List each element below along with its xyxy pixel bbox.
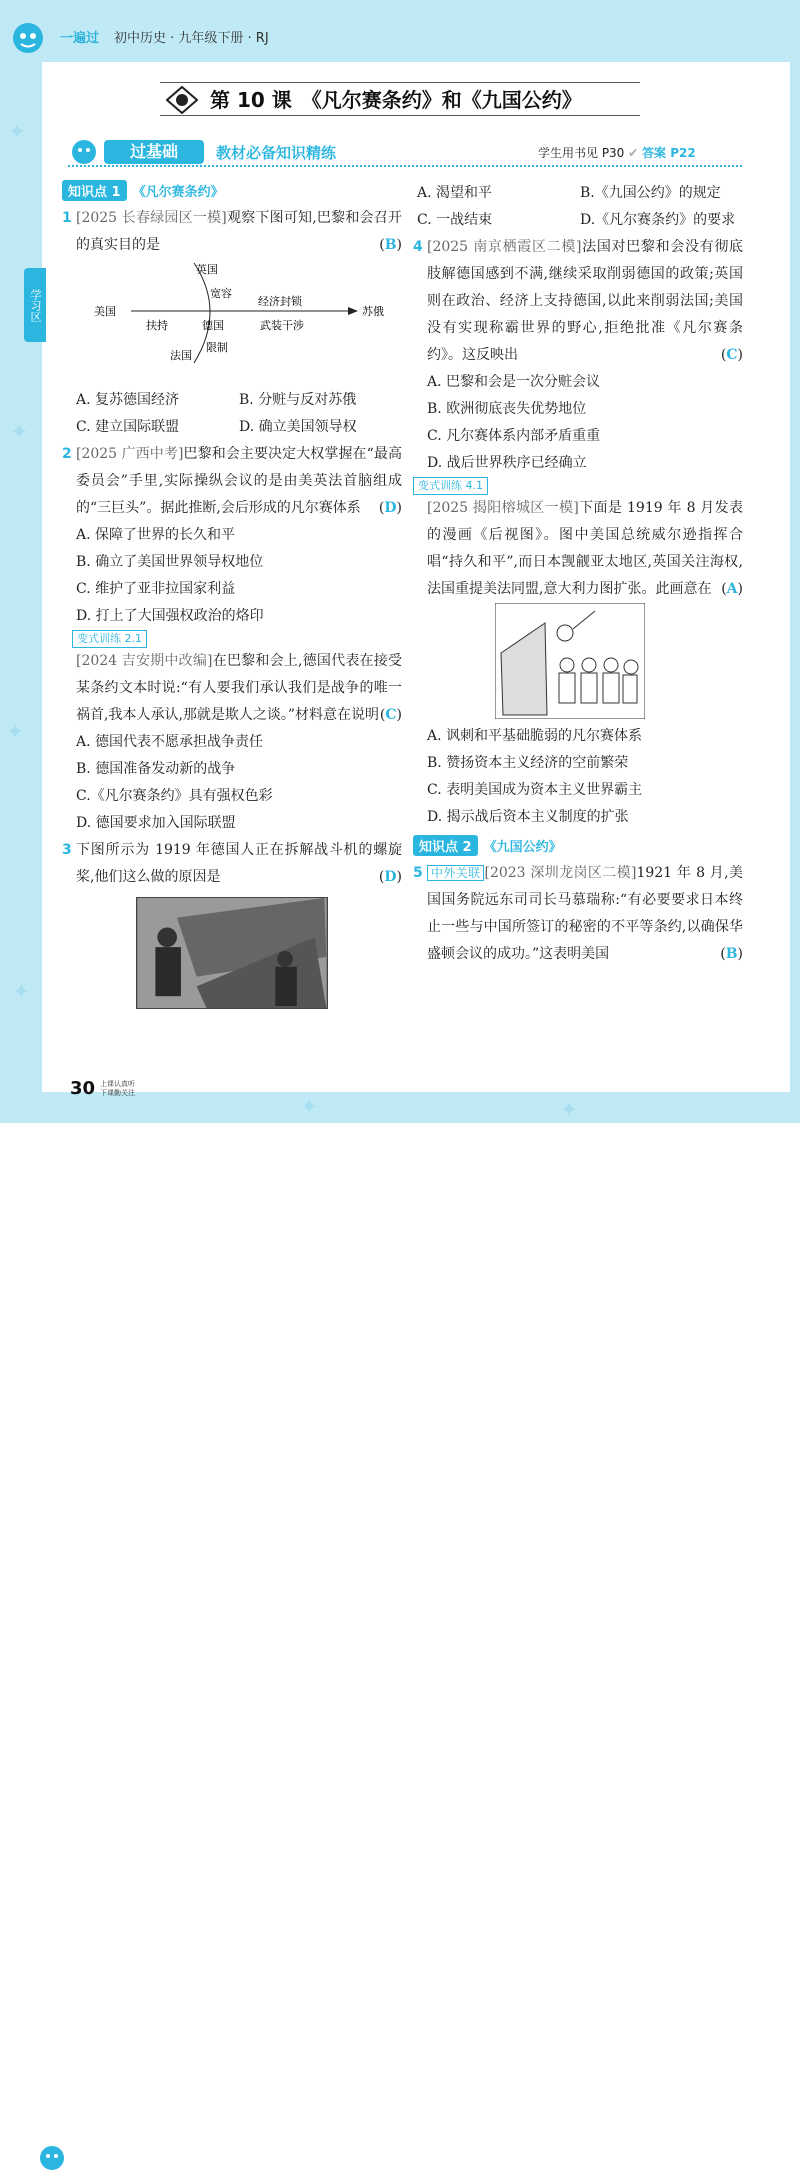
diagram-fuchi: 扶持 bbox=[146, 319, 168, 332]
diagram-wuzhuang: 武装干涉 bbox=[260, 319, 304, 332]
q2-number: 2 bbox=[62, 446, 72, 462]
left-column bbox=[62, 180, 402, 1013]
q2-source: [2025 广西中考] bbox=[76, 446, 184, 462]
question-2 bbox=[62, 441, 402, 522]
v21-source: [2024 吉安期中改编] bbox=[76, 653, 213, 669]
v41-answer: A bbox=[726, 581, 738, 597]
section-divider bbox=[68, 165, 742, 167]
q3-options-row bbox=[413, 180, 743, 207]
knowledge-point-1 bbox=[62, 180, 402, 201]
v21-option-a[interactable]: A. 德国代表不愿承担战争责任 bbox=[76, 734, 264, 750]
q2-option-c[interactable]: C. 维护了亚非拉国家利益 bbox=[76, 581, 236, 597]
v21-option-b[interactable]: B. 德国准备发动新的战争 bbox=[76, 761, 236, 777]
q1-option-c[interactable]: C. 建立国际联盟 bbox=[76, 419, 180, 435]
page-number: 30 bbox=[70, 1078, 96, 1099]
q2-answer-box: (D) bbox=[378, 500, 402, 516]
q1-option-b[interactable]: B. 分赃与反对苏俄 bbox=[239, 392, 357, 408]
q1-options-row bbox=[62, 414, 402, 441]
brand-mascot-icon bbox=[6, 18, 52, 58]
section-badge: 过基础 bbox=[104, 140, 204, 164]
side-tab[interactable]: 学习区 bbox=[24, 268, 46, 342]
kp2-badge: 知识点 2 bbox=[413, 835, 478, 856]
q1-answer: B bbox=[384, 237, 397, 253]
q4-number: 4 bbox=[413, 239, 423, 255]
kp2-title: 《九国公约》 bbox=[483, 840, 562, 855]
v21-answer-box: (C) bbox=[379, 707, 402, 723]
v41-source: [2025 揭阳榕城区一模] bbox=[427, 500, 579, 516]
diagram-germany: 德国 bbox=[202, 319, 224, 332]
question-3 bbox=[62, 837, 402, 891]
v41-option-b[interactable]: B. 赞扬资本主义经济的空前繁荣 bbox=[427, 755, 629, 771]
q2-option-b[interactable]: B. 确立了美国世界领导权地位 bbox=[76, 554, 264, 570]
q3-text: 下图所示为 1919 年德国人正在拆解战斗机的螺旋桨,他们这么做的原因是 bbox=[76, 842, 402, 885]
q5-source: [2023 深圳龙岗区二模] bbox=[484, 865, 637, 881]
q2-option-d[interactable]: D. 打上了大国强权政治的烙印 bbox=[76, 608, 264, 624]
q4-source: [2025 南京栖霞区二模] bbox=[427, 239, 582, 255]
q5-text: 1921 年 8 月,美国国务院远东司司长马慕瑞称:“有必要要求日本终止一些与中国所签订的秘密的不平等条约,以确保华盛顿会议的成功。”这表明美国 bbox=[427, 865, 743, 962]
q4-answer: C bbox=[726, 347, 738, 363]
q3-answer-box: (D) bbox=[378, 869, 402, 885]
question-4 bbox=[413, 234, 743, 369]
q2-option-a[interactable]: A. 保障了世界的长久和平 bbox=[76, 527, 236, 543]
section-subtitle: 教材必备知识精练 bbox=[216, 144, 337, 162]
q4-answer-box: (C) bbox=[720, 347, 743, 363]
q5-tag: 中外关联 bbox=[427, 865, 484, 881]
answer-reference bbox=[538, 144, 696, 161]
diagram-usa: 美国 bbox=[94, 305, 116, 318]
kp1-badge: 知识点 1 bbox=[62, 180, 127, 201]
v21-option-c[interactable]: C.《凡尔赛条约》具有强权色彩 bbox=[76, 788, 273, 804]
mascot-icon bbox=[68, 138, 102, 166]
q2-text: 巴黎和会主要决定大权掌握在“最高委员会”手里,实际操纵会议的是由美英法首脑组成的“三巨头”。据此推断,会后形成的凡尔赛体系 bbox=[76, 446, 402, 516]
question-1 bbox=[62, 205, 402, 259]
v41-answer-box: (A) bbox=[721, 581, 743, 597]
q1-source: [2025 长春绿园区一模] bbox=[76, 210, 227, 226]
knowledge-point-2 bbox=[413, 835, 743, 856]
v21-text: 在巴黎和会上,德国代表在接受某条约文本时说:“有人要我们承认我们是战争的唯一祸首,我本人承认,那就是欺人之谈。”材料意在说明 bbox=[76, 653, 402, 723]
header-bar bbox=[0, 0, 800, 62]
q3-photo bbox=[136, 897, 328, 1009]
q3-option-a[interactable]: A. 渴望和平 bbox=[417, 185, 493, 201]
book-subtitle: 初中历史 · 九年级下册 · RJ bbox=[114, 31, 269, 46]
q1-option-d[interactable]: D. 确立美国领导权 bbox=[239, 419, 357, 435]
check-icon: ✔ bbox=[628, 146, 639, 160]
lesson-badge-icon bbox=[166, 86, 198, 114]
q5-answer: B bbox=[725, 946, 738, 962]
q3-answer: D bbox=[384, 869, 397, 885]
q1-text: 观察下图可知,巴黎和会召开的真实目的是 bbox=[76, 210, 402, 253]
diagram-xianzhi: 限制 bbox=[206, 341, 228, 354]
v41-option-c[interactable]: C. 表明美国成为资本主义世界霸主 bbox=[427, 782, 643, 798]
star-pattern: ✦ ✦ ✦ ✦ ✦ ✦ bbox=[6, 120, 579, 1123]
q1-diagram bbox=[76, 259, 406, 383]
q4-option-a[interactable]: A. 巴黎和会是一次分赃会议 bbox=[427, 374, 601, 390]
diagram-jingji: 经济封锁 bbox=[258, 295, 302, 308]
lesson-title: 第 10 课 《凡尔赛条约》和《九国公约》 bbox=[210, 88, 582, 112]
diagram-kuanrong: 宽容 bbox=[210, 287, 232, 300]
question-5 bbox=[413, 860, 743, 968]
v41-text: 下面是 1919 年 8 月发表的漫画《后视图》。图中美国总统威尔逊指挥合唱“持久和平”,而日本觊觎亚太地区,英国关注海权,法国重提美法同盟,意大利力图扩张。此画意在 bbox=[427, 500, 743, 597]
q4-option-c[interactable]: C. 凡尔赛体系内部矛盾重重 bbox=[427, 428, 601, 444]
variant-2-1 bbox=[62, 648, 402, 729]
q3-number: 3 bbox=[62, 842, 72, 858]
v41-cartoon bbox=[495, 603, 645, 719]
footer-mascot-icon bbox=[38, 2144, 66, 2172]
variant-2-1-badge: 变式训练 2.1 bbox=[72, 630, 147, 648]
q3-options-row bbox=[413, 207, 743, 234]
q4-text: 法国对巴黎和会没有彻底肢解德国感到不满,继续采取削弱德国的政策;英国则在政治、经济上支持德国,以此来削弱法国;美国没有实现称霸世界的野心,拒绝批准《凡尔赛条约》。这反映出 bbox=[427, 239, 744, 363]
q4-option-b[interactable]: B. 欧洲彻底丧失优势地位 bbox=[427, 401, 587, 417]
q1-number: 1 bbox=[62, 210, 72, 226]
brand-name: 一遍过 bbox=[60, 31, 100, 46]
q3-option-d[interactable]: D.《凡尔赛条约》的要求 bbox=[580, 212, 736, 228]
q3-option-b[interactable]: B.《九国公约》的规定 bbox=[580, 185, 721, 201]
q2-answer: D bbox=[384, 500, 397, 516]
q4-option-d[interactable]: D. 战后世界秩序已经确立 bbox=[427, 455, 587, 471]
ref-book: 学生用书见 P30 bbox=[538, 146, 625, 160]
section-header bbox=[68, 138, 742, 168]
q5-number: 5 bbox=[413, 865, 423, 881]
v21-answer: C bbox=[385, 707, 397, 723]
right-column bbox=[413, 180, 743, 968]
v41-option-a[interactable]: A. 讽刺和平基础脆弱的凡尔赛体系 bbox=[427, 728, 643, 744]
q3-option-c[interactable]: C. 一战结束 bbox=[417, 212, 493, 228]
variant-4-1-badge: 变式训练 4.1 bbox=[413, 477, 488, 495]
footer-note: 上课认真听 下课勤关注 bbox=[100, 1080, 135, 1097]
diagram-france: 法国 bbox=[170, 349, 192, 362]
q1-options-row bbox=[62, 387, 402, 414]
q5-answer-box: (B) bbox=[720, 946, 743, 962]
q1-answer-box: (B) bbox=[379, 237, 402, 253]
diagram-uk: 英国 bbox=[196, 263, 218, 276]
variant-4-1 bbox=[413, 495, 743, 603]
ref-answer: 答案 P22 bbox=[642, 146, 696, 160]
v41-option-d[interactable]: D. 揭示战后资本主义制度的扩张 bbox=[427, 809, 629, 825]
q1-option-a[interactable]: A. 复苏德国经济 bbox=[76, 392, 180, 408]
diagram-sue: 苏俄 bbox=[362, 305, 384, 318]
kp1-title: 《凡尔赛条约》 bbox=[132, 185, 224, 200]
v21-option-d[interactable]: D. 德国要求加入国际联盟 bbox=[76, 815, 236, 831]
